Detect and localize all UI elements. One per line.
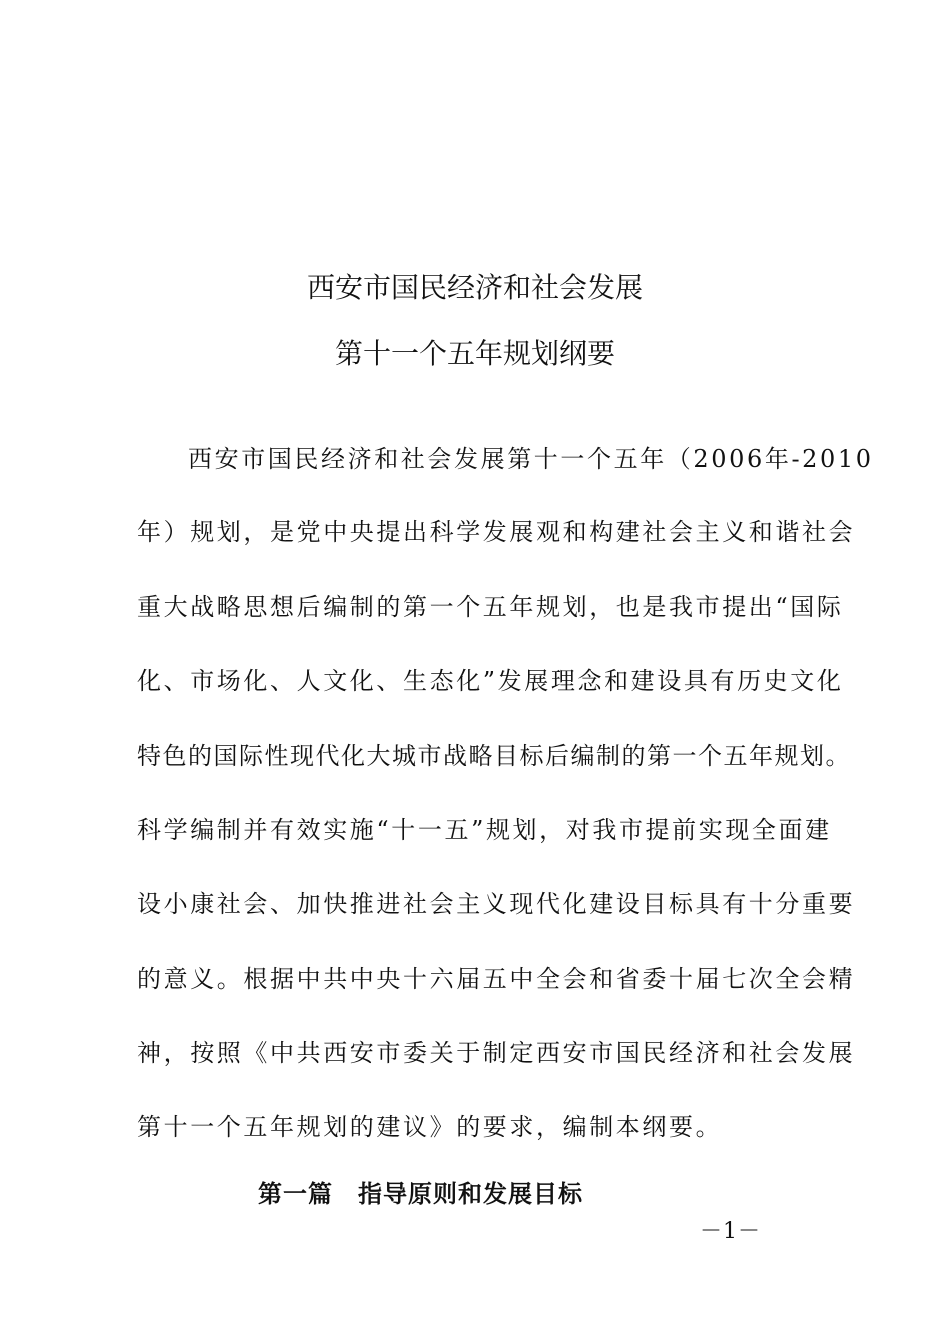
section-heading: 第一篇 指导原则和发展目标 bbox=[258, 1180, 583, 1208]
paragraph-line-10: 第十一个五年规划的建议》的要求，编制本纲要。 bbox=[137, 1113, 723, 1141]
paragraph-line-3: 重大战略思想后编制的第一个五年规划，也是我市提出“国际 bbox=[137, 593, 844, 621]
paragraph-line-1: 西安市国民经济和社会发展第十一个五年（2006年-2010 bbox=[188, 445, 874, 473]
paragraph-line-6: 科学编制并有效实施“十一五”规划，对我市提前实现全面建 bbox=[137, 816, 832, 844]
document-title-line-1: 西安市国民经济和社会发展 bbox=[306, 271, 643, 304]
paragraph-line-7: 设小康社会、加快推进社会主义现代化建设目标具有十分重要 bbox=[137, 890, 856, 918]
paragraph-line-9: 神，按照《中共西安市委关于制定西安市国民经济和社会发展 bbox=[137, 1039, 856, 1067]
paragraph-line-4: 化、市场化、人文化、生态化”发展理念和建设具有历史文化 bbox=[137, 667, 844, 695]
document-title-line-2: 第十一个五年规划纲要 bbox=[334, 337, 615, 370]
paragraph-line-2: 年）规划，是党中央提出科学发展观和构建社会主义和谐社会 bbox=[137, 518, 856, 546]
paragraph-line-5: 特色的国际性现代化大城市战略目标后编制的第一个五年规划。 bbox=[137, 742, 851, 770]
paragraph-line-8: 的意义。根据中共中央十六届五中全会和省委十届七次全会精 bbox=[137, 965, 856, 993]
page-number: －1－ bbox=[700, 1219, 761, 1244]
